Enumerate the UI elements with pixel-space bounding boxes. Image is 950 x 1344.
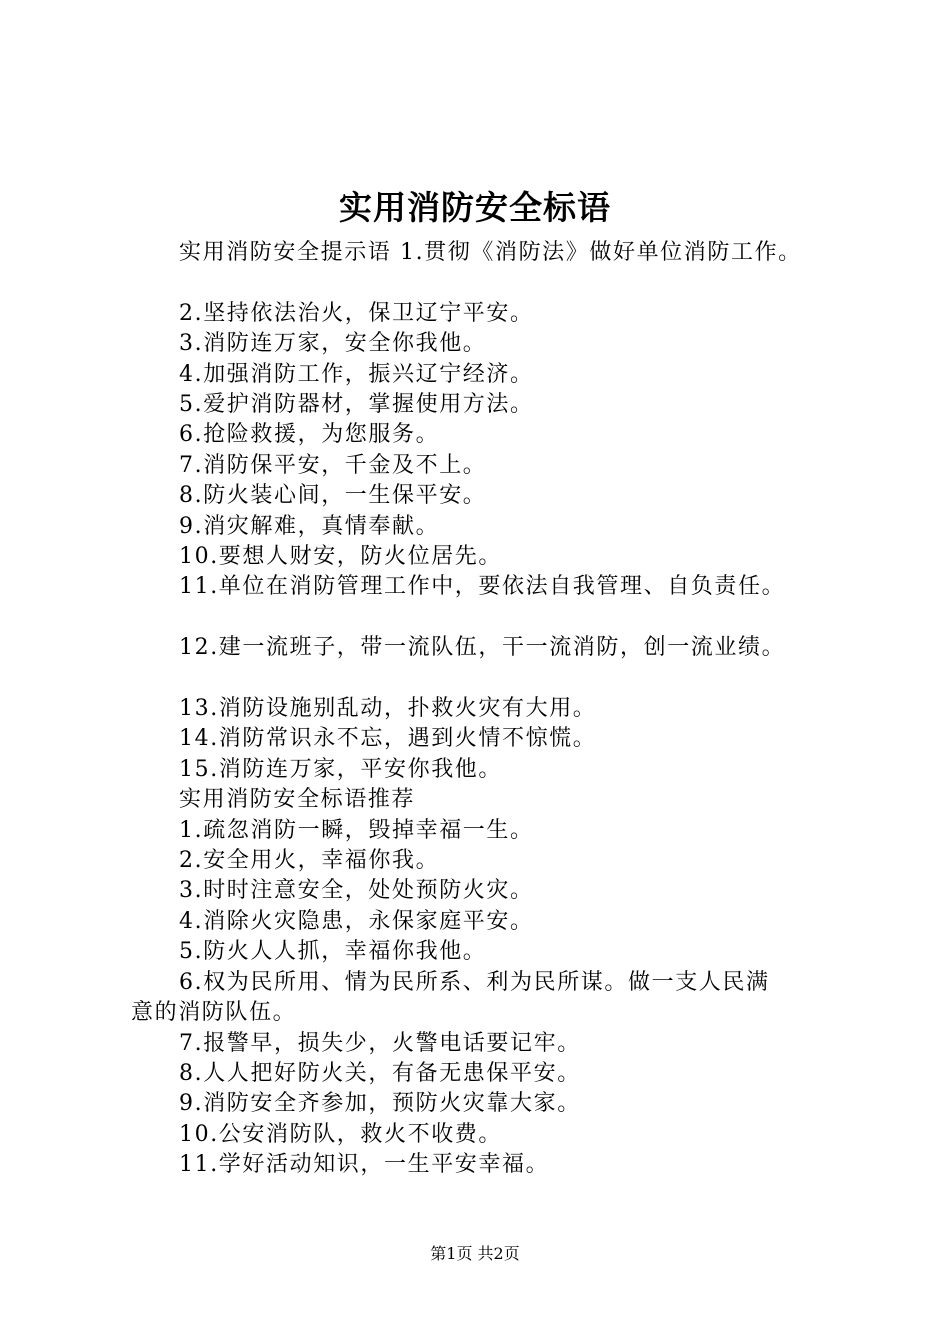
section2-heading: 实用消防安全标语推荐 <box>179 787 416 813</box>
list-item: 5.防火人人抓，幸福你我他。 <box>179 939 487 965</box>
list-item: 3.时时注意安全，处处预防火灾。 <box>179 878 534 904</box>
list-item: 8.人人把好防火关，有备无患保平安。 <box>179 1060 581 1086</box>
section1-intro: 实用消防安全提示语 1.贯彻《消防法》做好单位消防工作。 <box>179 240 802 265</box>
list-item: 11.单位在消防管理工作中，要依法自我管理、自负责任。 <box>179 574 786 600</box>
list-item: 14.消防常识永不忘，遇到火情不惊慌。 <box>179 726 597 752</box>
document-body <box>131 238 851 1181</box>
list-item-wrapped-line1: 6.权为民所用、情为民所系、利为民所谋。做一支人民满 <box>179 969 770 995</box>
list-item: 3.消防连万家，安全你我他。 <box>179 331 487 357</box>
paragraph-gap <box>131 268 851 298</box>
page-footer: 第1页 共2页 <box>430 1244 520 1263</box>
paragraph-gap <box>131 603 851 633</box>
list-item-wrapped-line2: 意的消防队伍。 <box>131 1000 297 1026</box>
list-item: 9.消防安全齐参加，预防火灾靠大家。 <box>179 1091 581 1117</box>
list-item: 6.抢险救援，为您服务。 <box>179 422 440 448</box>
document-title: 实用消防安全标语 <box>339 188 611 227</box>
list-item: 2.坚持依法治火，保卫辽宁平安。 <box>179 300 534 326</box>
list-item: 2.安全用火，幸福你我。 <box>179 848 440 874</box>
list-item: 1.疏忽消防一瞬，毁掉幸福一生。 <box>179 817 534 843</box>
list-item: 10.公安消防队，救火不收费。 <box>179 1121 502 1147</box>
list-item: 13.消防设施别乱动，扑救火灾有大用。 <box>179 696 597 722</box>
list-item: 12.建一流班子，带一流队伍，干一流消防，创一流业绩。 <box>179 635 786 661</box>
list-item: 9.消灾解难，真情奉献。 <box>179 513 440 539</box>
list-item: 10.要想人财安，防火位居先。 <box>179 544 502 570</box>
list-item: 7.消防保平安，千金及不上。 <box>179 452 487 478</box>
list-item: 11.学好活动知识，一生平安幸福。 <box>179 1152 550 1178</box>
list-item: 7.报警早，损失少，火警电话要记牢。 <box>179 1030 581 1056</box>
paragraph-gap <box>131 664 851 694</box>
list-item: 4.消除火灾隐患，永保家庭平安。 <box>179 908 534 934</box>
list-item: 15.消防连万家，平安你我他。 <box>179 756 502 782</box>
list-item: 8.防火装心间，一生保平安。 <box>179 483 487 509</box>
list-item: 4.加强消防工作，振兴辽宁经济。 <box>179 361 534 387</box>
list-item: 5.爱护消防器材，掌握使用方法。 <box>179 392 534 418</box>
